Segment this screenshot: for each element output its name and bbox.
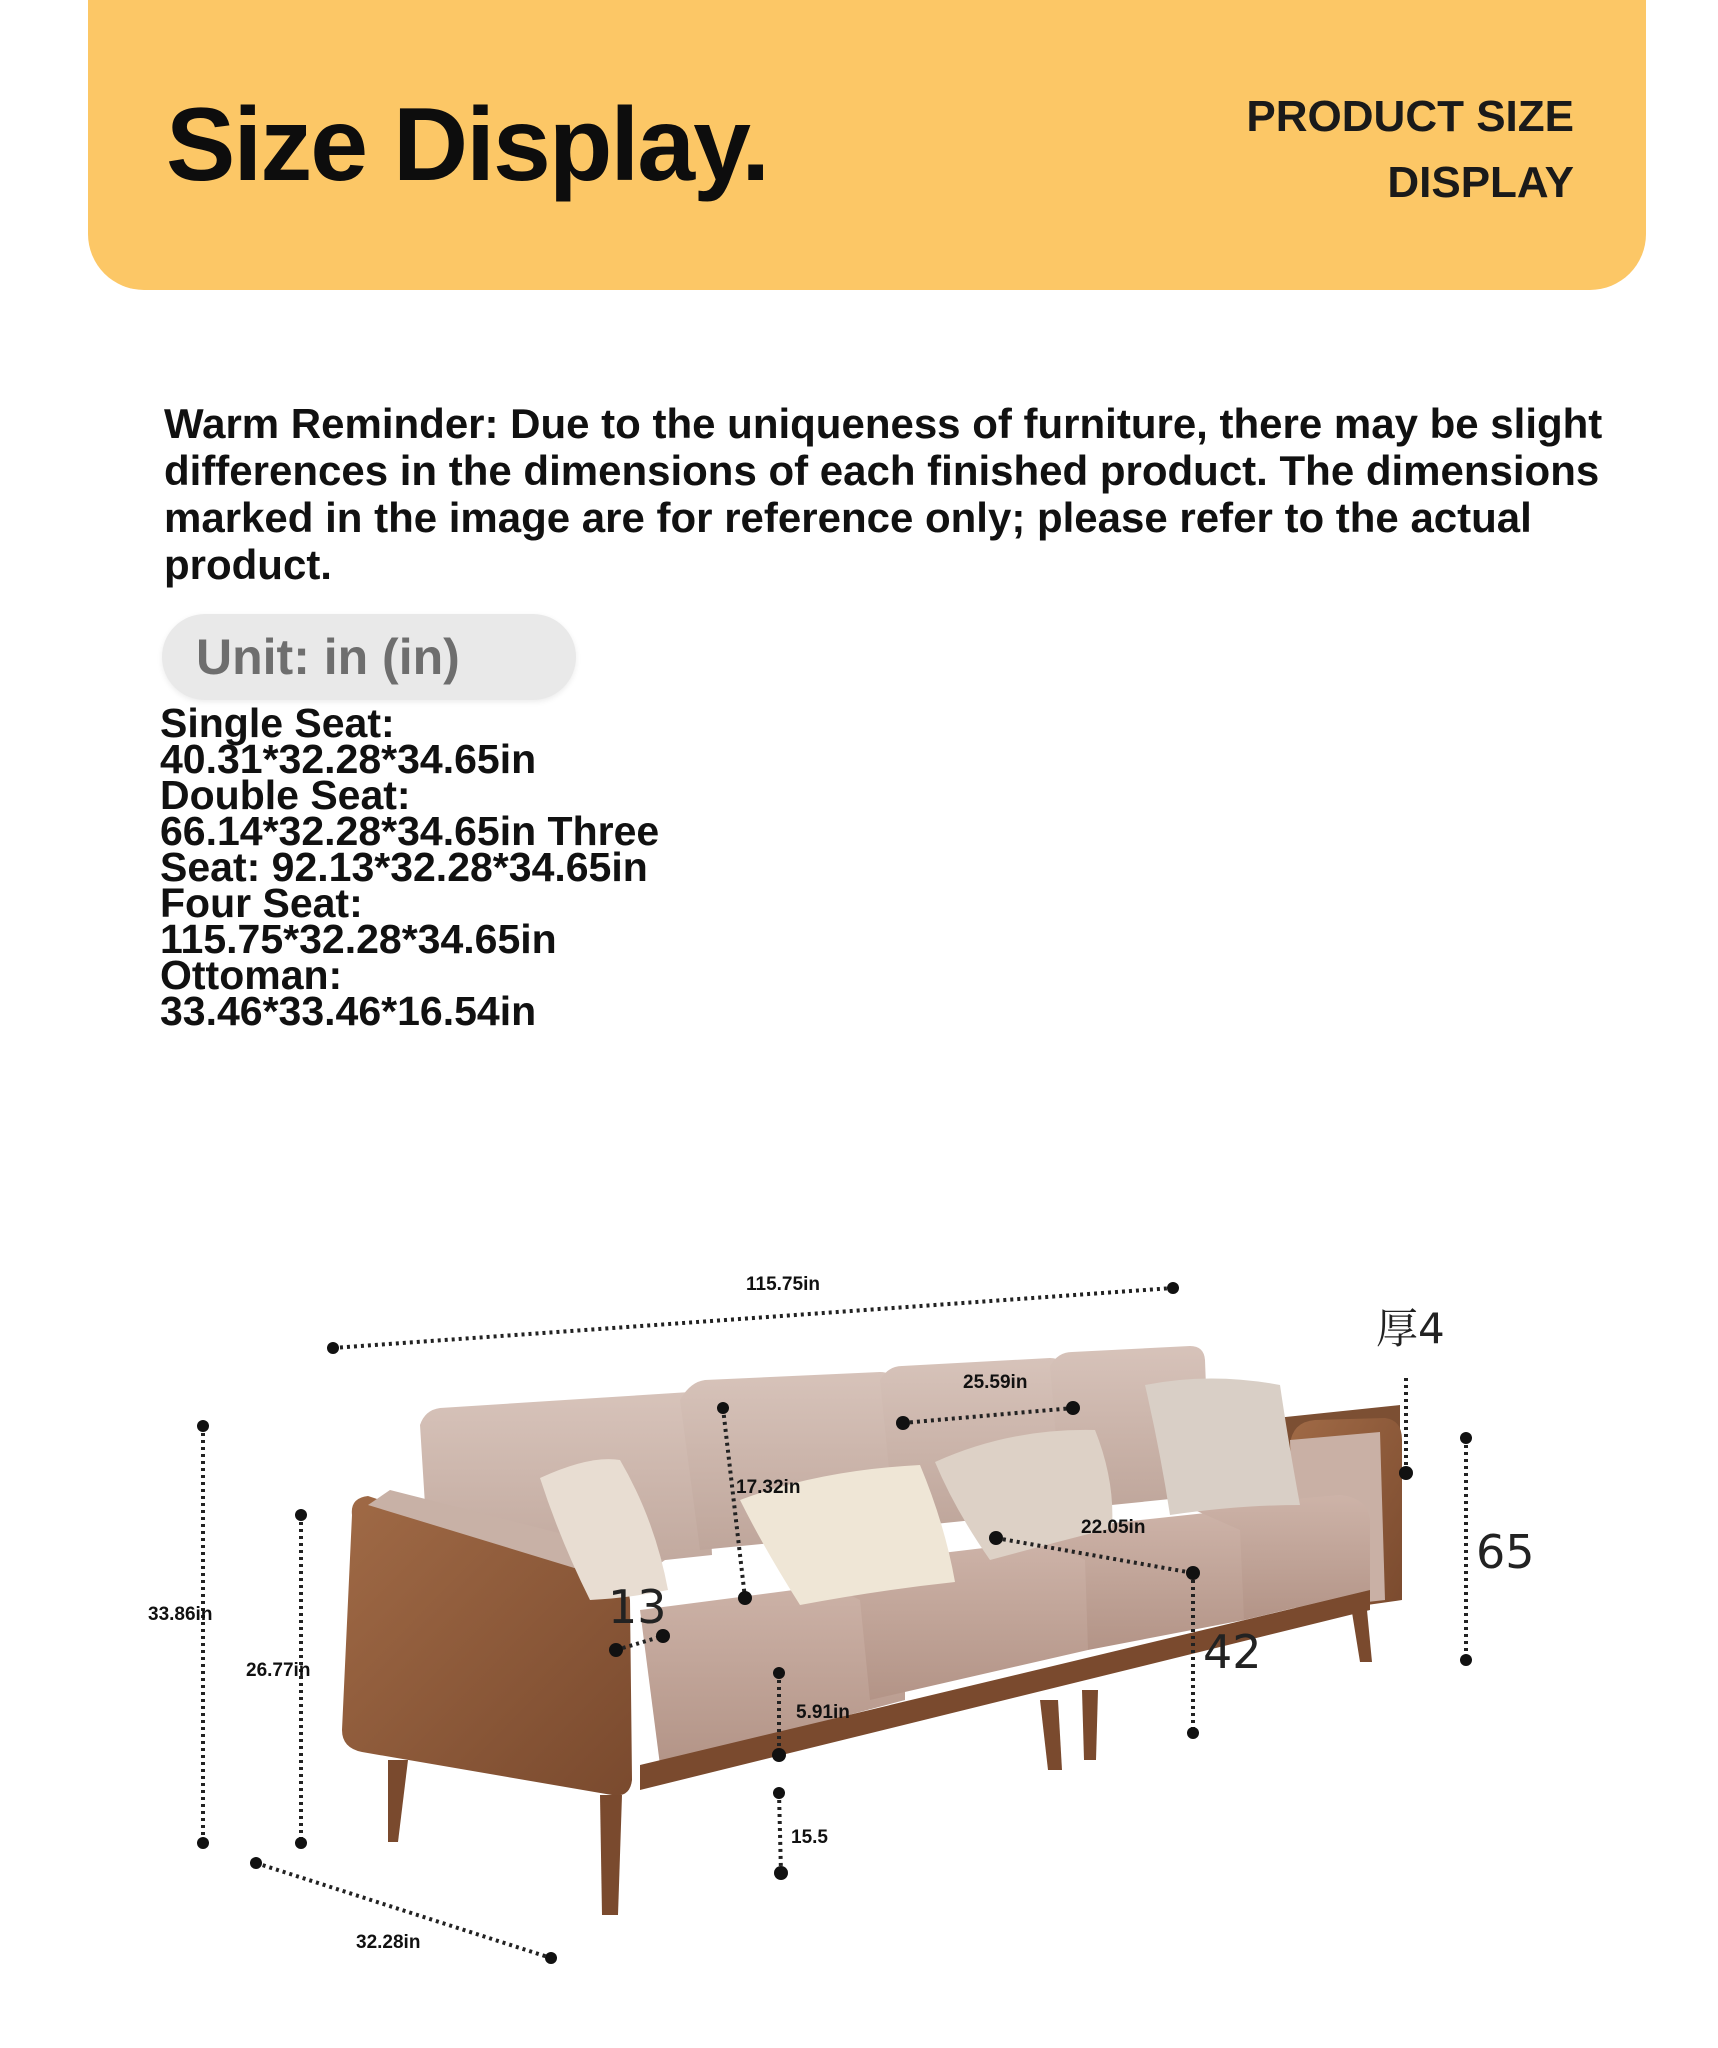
reminder-line: marked in the image are for reference only; please refer to the actual product. — [164, 494, 1532, 588]
dimension-dot — [896, 1416, 910, 1430]
dimension-dot — [773, 1667, 785, 1679]
size-line: 115.75*32.28*34.65in — [160, 916, 557, 962]
dimension-dot — [774, 1866, 788, 1880]
cushion-thickness-label: 5.91in — [796, 1702, 850, 1723]
dimension-dot — [250, 1857, 262, 1869]
dimension-dot — [1187, 1727, 1199, 1739]
arm-height-label: 26.77in — [246, 1660, 311, 1681]
size-line: Four Seat: — [160, 880, 363, 926]
dimension-dot — [197, 1837, 209, 1849]
backrest-width-label: 25.59in — [963, 1372, 1028, 1393]
reminder-line: Warm Reminder: Due to the uniqueness of furniture, there may be slight — [164, 400, 1603, 447]
length-line — [333, 1288, 1173, 1348]
depth-label: 32.28in — [356, 1932, 421, 1953]
pillow — [1145, 1379, 1300, 1516]
size-line: 66.14*32.28*34.65in Three — [160, 808, 660, 854]
thickness-label: 厚4 — [1376, 1304, 1445, 1353]
leg-height-label: 15.5 — [791, 1827, 828, 1848]
arm-width-label: 13 — [608, 1580, 667, 1634]
dimension-dot — [1460, 1654, 1472, 1666]
seat-depth-cm-label: 42 — [1203, 1625, 1262, 1679]
dimension-dot — [1186, 1566, 1200, 1580]
dimension-dot — [1460, 1432, 1472, 1444]
banner-subtitle-line2: DISPLAY — [1387, 158, 1574, 207]
banner-subtitle-line1: PRODUCT SIZE — [1246, 92, 1574, 141]
dimension-dot — [989, 1531, 1003, 1545]
dimension-dot — [738, 1591, 752, 1605]
size-line: Seat: 92.13*32.28*34.65in — [160, 844, 648, 890]
size-line: 33.46*33.46*16.54in — [160, 988, 537, 1034]
dimension-dot — [545, 1952, 557, 1964]
sofa-leg — [1040, 1700, 1062, 1770]
seat-depth-label: 22.05in — [1081, 1517, 1146, 1538]
dimension-dot — [1167, 1282, 1179, 1294]
leg-height-line — [779, 1793, 781, 1873]
reminder-line: differences in the dimensions of each finished product. The dimensions — [164, 447, 1600, 494]
dimension-dot — [327, 1342, 339, 1354]
dimension-dot — [295, 1509, 307, 1521]
dimension-dot — [197, 1420, 209, 1432]
dimension-dot — [1066, 1401, 1080, 1415]
overall-height-label: 33.86in — [148, 1604, 213, 1625]
size-line: 40.31*32.28*34.65in — [160, 736, 537, 782]
dimension-dot — [717, 1402, 729, 1414]
dimension-dot — [1399, 1466, 1413, 1480]
sofa-leg — [1082, 1690, 1098, 1760]
dimension-dot — [295, 1837, 307, 1849]
sofa-leg — [600, 1795, 622, 1915]
back-height-label: 65 — [1476, 1525, 1535, 1579]
size-line: Ottoman: — [160, 952, 343, 998]
size-line: Single Seat: — [160, 700, 395, 746]
page-title: Size Display. — [166, 87, 769, 203]
dimension-dot — [773, 1787, 785, 1799]
backrest-height-label: 17.32in — [736, 1477, 801, 1498]
sofa-leg — [388, 1760, 408, 1842]
length-label: 115.75in — [746, 1274, 820, 1295]
dimension-dot — [609, 1643, 623, 1657]
size-line: Double Seat: — [160, 772, 411, 818]
unit-label: Unit: in (in) — [196, 629, 460, 685]
dimension-dot — [772, 1748, 786, 1762]
